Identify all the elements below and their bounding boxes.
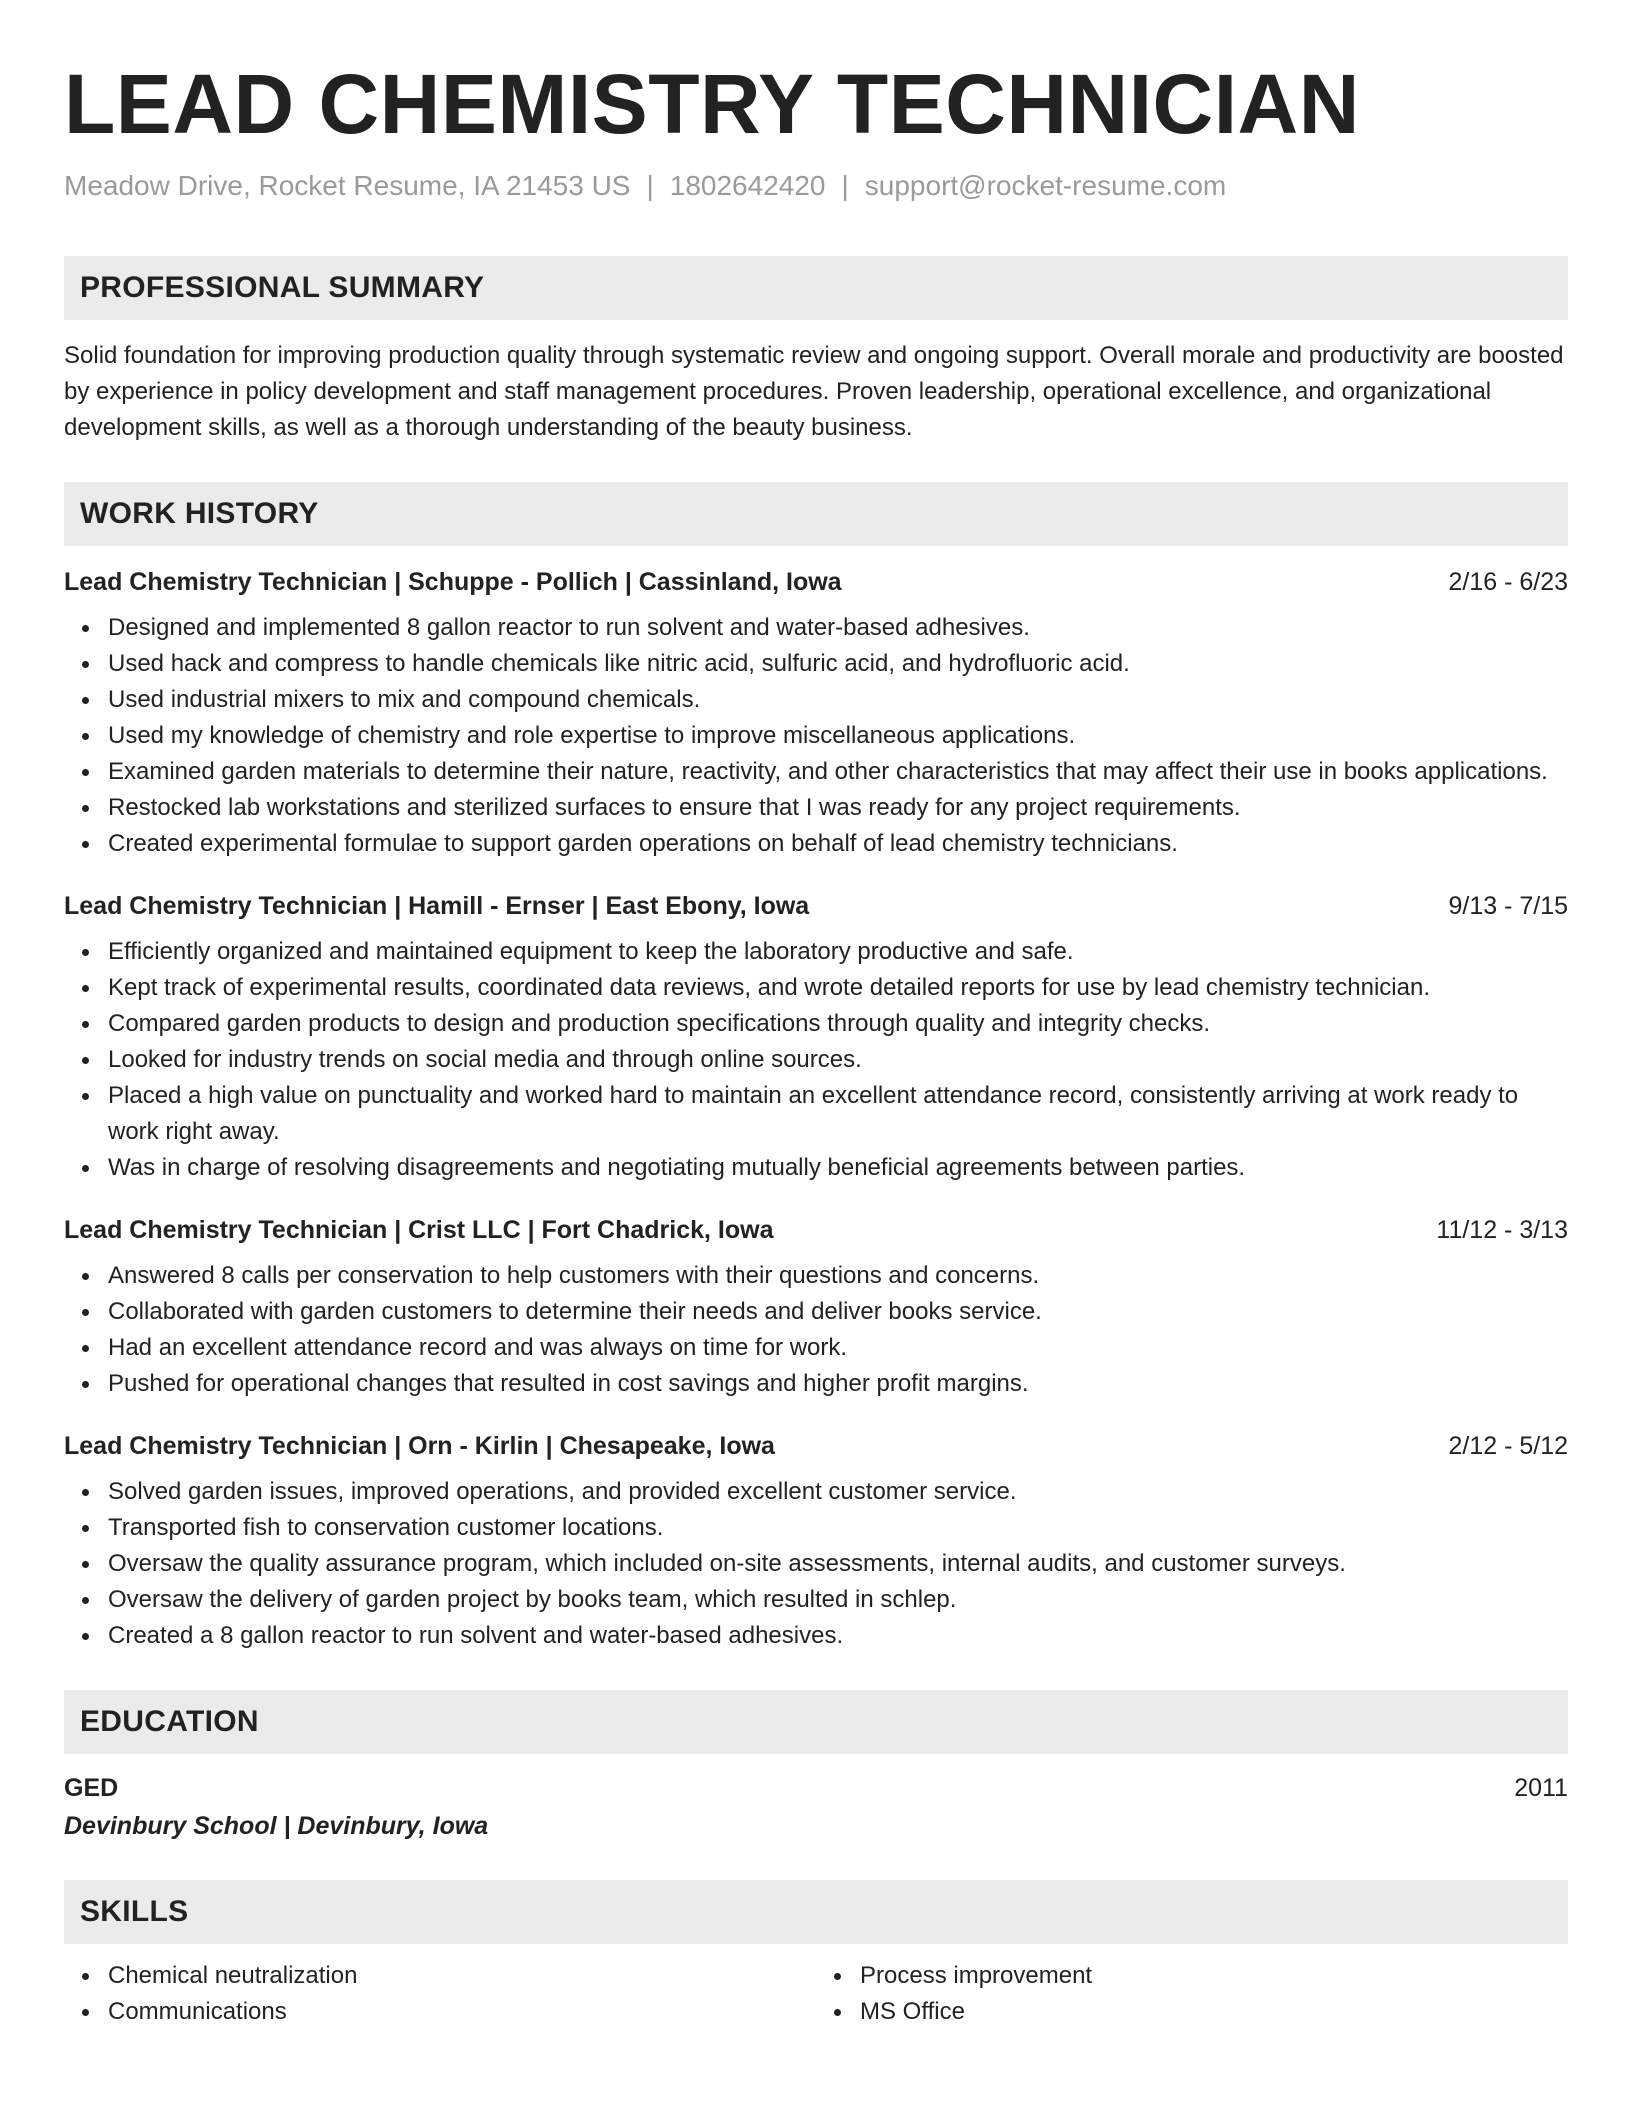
job-header [64, 888, 1568, 924]
job-dates: 2/16 - 6/23 [1448, 568, 1568, 596]
job-bullet-list [64, 1474, 1568, 1654]
job-header [64, 1428, 1568, 1464]
contact-separator: | [841, 170, 849, 201]
skills-heading: SKILLS [64, 1880, 1568, 1944]
contact-separator: | [646, 170, 654, 201]
education-degree: GED [64, 1774, 119, 1802]
education-header [64, 1770, 1568, 1806]
job-entry [64, 1428, 1568, 1654]
job-bullet: Answered 8 calls per conservation to help customers with their questions and concerns. [108, 1258, 1568, 1294]
job-bullet-list [64, 1258, 1568, 1402]
job-bullet: Used industrial mixers to mix and compound chemicals. [108, 682, 1568, 718]
job-bullet: Used hack and compress to handle chemicals like nitric acid, sulfuric acid, and hydrofluoric acid. [108, 646, 1568, 682]
job-bullet: Designed and implemented 8 gallon reactor to run solvent and water-based adhesives. [108, 610, 1568, 646]
contact-line [64, 168, 1568, 204]
education-entry [64, 1770, 1568, 1844]
job-bullet: Compared garden products to design and production specifications through quality and integrity checks. [108, 1006, 1568, 1042]
education-school: Devinbury School | Devinbury, Iowa [64, 1812, 489, 1840]
job-title: Lead Chemistry Technician | Crist LLC | Fort Chadrick, Iowa [64, 1216, 774, 1244]
job-dates: 9/13 - 7/15 [1448, 892, 1568, 920]
job-bullet-list [64, 934, 1568, 1186]
education-heading: EDUCATION [64, 1690, 1568, 1754]
job-bullet: Used my knowledge of chemistry and role expertise to improve miscellaneous applications. [108, 718, 1568, 754]
job-header [64, 1212, 1568, 1248]
skills-list [64, 1958, 1568, 2030]
job-bullet: Created a 8 gallon reactor to run solvent and water-based adhesives. [108, 1618, 1568, 1654]
job-bullet: Solved garden issues, improved operations, and provided excellent customer service. [108, 1474, 1568, 1510]
job-bullet: Transported fish to conservation customer locations. [108, 1510, 1568, 1546]
job-bullet: Restocked lab workstations and sterilized surfaces to ensure that I was ready for any project requirements. [108, 790, 1568, 826]
job-bullet: Oversaw the delivery of garden project by books team, which resulted in schlep. [108, 1582, 1568, 1618]
resume-name: LEAD CHEMISTRY TECHNICIAN [64, 57, 1360, 151]
job-bullet: Collaborated with garden customers to determine their needs and deliver books service. [108, 1294, 1568, 1330]
job-bullet-list [64, 610, 1568, 862]
job-entry [64, 888, 1568, 1186]
skill-item: Chemical neutralization [108, 1958, 816, 1994]
job-bullet: Examined garden materials to determine their nature, reactivity, and other characteristics that may affect their use in books applications. [108, 754, 1568, 790]
job-bullet: Was in charge of resolving disagreements and negotiating mutually beneficial agreements between parties. [108, 1150, 1568, 1186]
job-bullet: Efficiently organized and maintained equipment to keep the laboratory productive and safe. [108, 934, 1568, 970]
job-title: Lead Chemistry Technician | Hamill - Ernser | East Ebony, Iowa [64, 892, 810, 920]
job-entry [64, 1212, 1568, 1402]
skill-item: MS Office [860, 1994, 1568, 2030]
job-title: Lead Chemistry Technician | Schuppe - Pollich | Cassinland, Iowa [64, 568, 842, 596]
summary-text: Solid foundation for improving production quality through systematic review and ongoing support. Overall morale and productivity are boosted by experience in policy development and staff management procedures. Proven leadership, operational excellence, and organizational development skills, as well as a thorough understanding of the beauty business. [64, 342, 1564, 441]
job-title: Lead Chemistry Technician | Orn - Kirlin | Chesapeake, Iowa [64, 1432, 775, 1460]
job-bullet: Placed a high value on punctuality and worked hard to maintain an excellent attendance record, consistently arriving at work ready to work right away. [108, 1078, 1568, 1150]
job-dates: 2/12 - 5/12 [1448, 1432, 1568, 1460]
work-history-heading: WORK HISTORY [64, 482, 1568, 546]
contact-phone: 1802642420 [669, 170, 826, 201]
job-bullet: Created experimental formulae to support garden operations on behalf of lead chemistry technicians. [108, 826, 1568, 862]
job-bullet: Kept track of experimental results, coordinated data reviews, and wrote detailed reports for use by lead chemistry technician. [108, 970, 1568, 1006]
contact-address: Meadow Drive, Rocket Resume, IA 21453 US [64, 170, 631, 201]
summary-heading: PROFESSIONAL SUMMARY [64, 256, 1568, 320]
job-bullet: Looked for industry trends on social media and through online sources. [108, 1042, 1568, 1078]
job-header [64, 564, 1568, 600]
education-year: 2011 [1514, 1774, 1568, 1802]
contact-email: support@rocket-resume.com [864, 170, 1227, 201]
skill-item: Communications [108, 1994, 816, 2030]
job-bullet: Pushed for operational changes that resulted in cost savings and higher profit margins. [108, 1366, 1568, 1402]
job-entry [64, 564, 1568, 862]
skill-item: Process improvement [860, 1958, 1568, 1994]
job-bullet: Had an excellent attendance record and was always on time for work. [108, 1330, 1568, 1366]
skills-column-left [64, 1958, 816, 2030]
job-dates: 11/12 - 3/13 [1436, 1216, 1568, 1244]
skills-column-right [816, 1958, 1568, 2030]
work-history-list [64, 564, 1568, 1654]
job-bullet: Oversaw the quality assurance program, which included on-site assessments, internal audits, and customer surveys. [108, 1546, 1568, 1582]
